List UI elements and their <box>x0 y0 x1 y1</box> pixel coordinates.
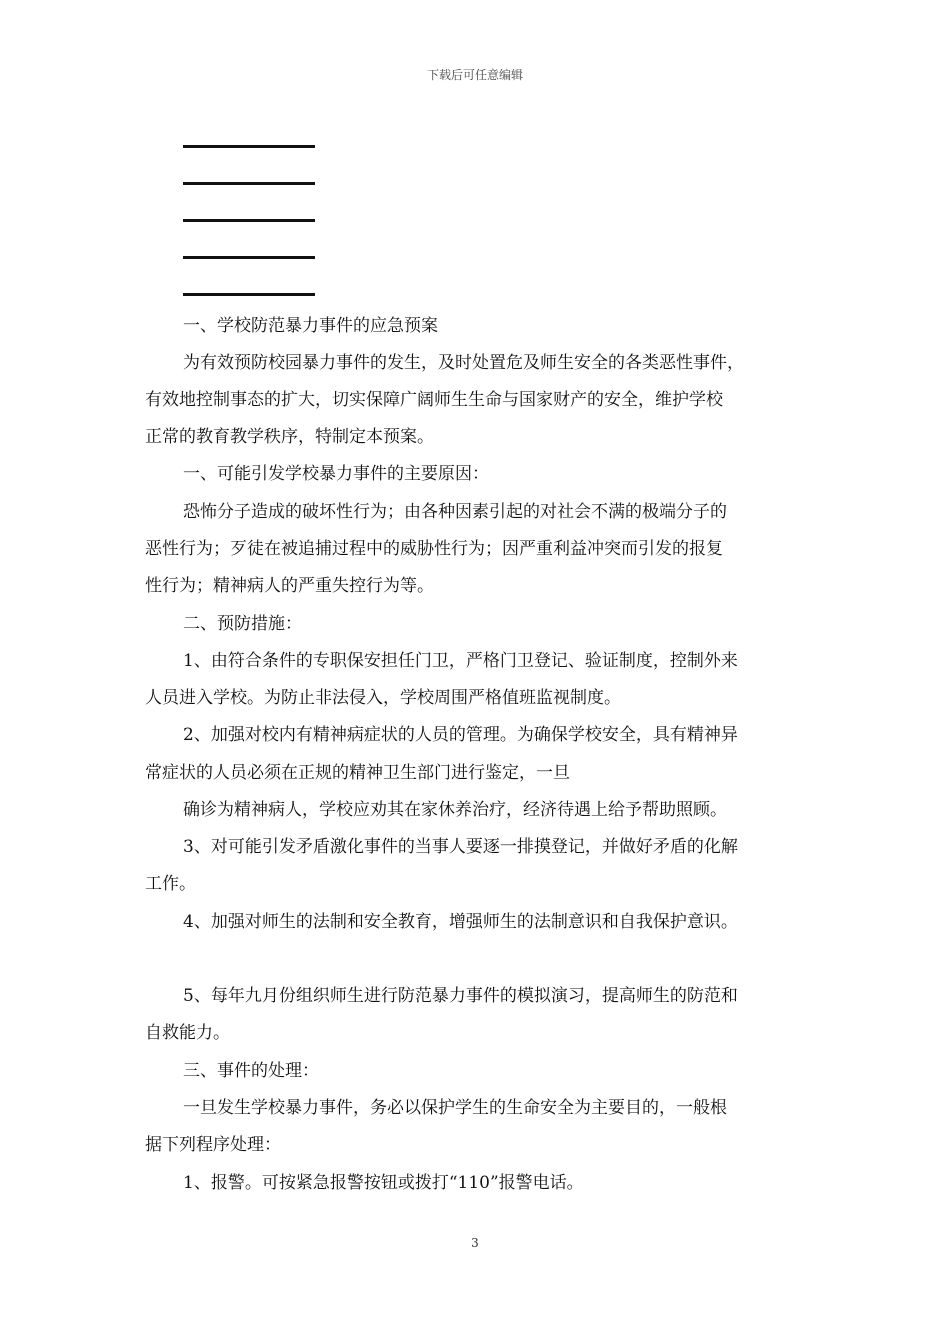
page-number: 3 <box>471 1236 479 1250</box>
blank-line <box>183 219 315 222</box>
blank-line <box>183 293 315 296</box>
page-header-note: 下载后可任意编辑 <box>426 68 523 82</box>
paragraph-line: 自救能力。 <box>145 1023 230 1043</box>
paragraph-line: 据下列程序处理： <box>145 1135 281 1155</box>
subsection-heading: 三、事件的处理： <box>183 1061 319 1081</box>
list-item: 1、由符合条件的专职保安担任门卫，严格门卫登记、验证制度，控制外来 <box>183 651 738 671</box>
paragraph-line: 一旦发生学校暴力事件，务必以保护学生的生命安全为主要目的，一般根 <box>183 1098 727 1118</box>
paragraph-line: 为有效预防校园暴力事件的发生，及时处置危及师生安全的各类恶性事件， <box>183 353 744 373</box>
paragraph-line: 确诊为精神病人，学校应劝其在家休养治疗，经济待遇上给予帮助照顾。 <box>183 800 727 820</box>
list-item: 4、加强对师生的法制和安全教育，增强师生的法制意识和自我保护意识。 <box>183 912 738 932</box>
list-item: 1、报警。可按紧急报警按钮或拨打“110”报警电话。 <box>183 1173 584 1193</box>
blank-line <box>183 256 315 259</box>
paragraph-line: 性行为；精神病人的严重失控行为等。 <box>145 576 434 596</box>
list-item: 5、每年九月份组织师生进行防范暴力事件的模拟演习，提高师生的防范和 <box>183 986 738 1006</box>
paragraph-line: 恐怖分子造成的破坏性行为；由各种因素引起的对社会不满的极端分子的 <box>183 502 727 522</box>
blank-line <box>183 145 315 148</box>
paragraph-line: 有效地控制事态的扩大，切实保障广阔师生生命与国家财产的安全，维护学校 <box>145 390 723 410</box>
paragraph-line: 正常的教育教学秩序，特制定本预案。 <box>145 427 434 447</box>
subsection-heading: 一、可能引发学校暴力事件的主要原因： <box>183 464 489 484</box>
paragraph-line: 工作。 <box>145 874 196 894</box>
list-item: 2、加强对校内有精神病症状的人员的管理。为确保学校安全，具有精神异 <box>183 725 738 745</box>
paragraph-line: 常症状的人员必须在正规的精神卫生部门进行鉴定，一旦 <box>145 763 570 783</box>
subsection-heading: 二、预防措施： <box>183 614 302 634</box>
paragraph-line: 恶性行为；歹徒在被追捕过程中的威胁性行为；因严重利益冲突而引发的报复 <box>145 539 723 559</box>
list-item: 3、对可能引发矛盾激化事件的当事人要逐一排摸登记，并做好矛盾的化解 <box>183 837 738 857</box>
section-heading: 一、学校防范暴力事件的应急预案 <box>183 316 438 336</box>
blank-line <box>183 182 315 185</box>
paragraph-line: 人员进入学校。为防止非法侵入，学校周围严格值班监视制度。 <box>145 688 621 708</box>
